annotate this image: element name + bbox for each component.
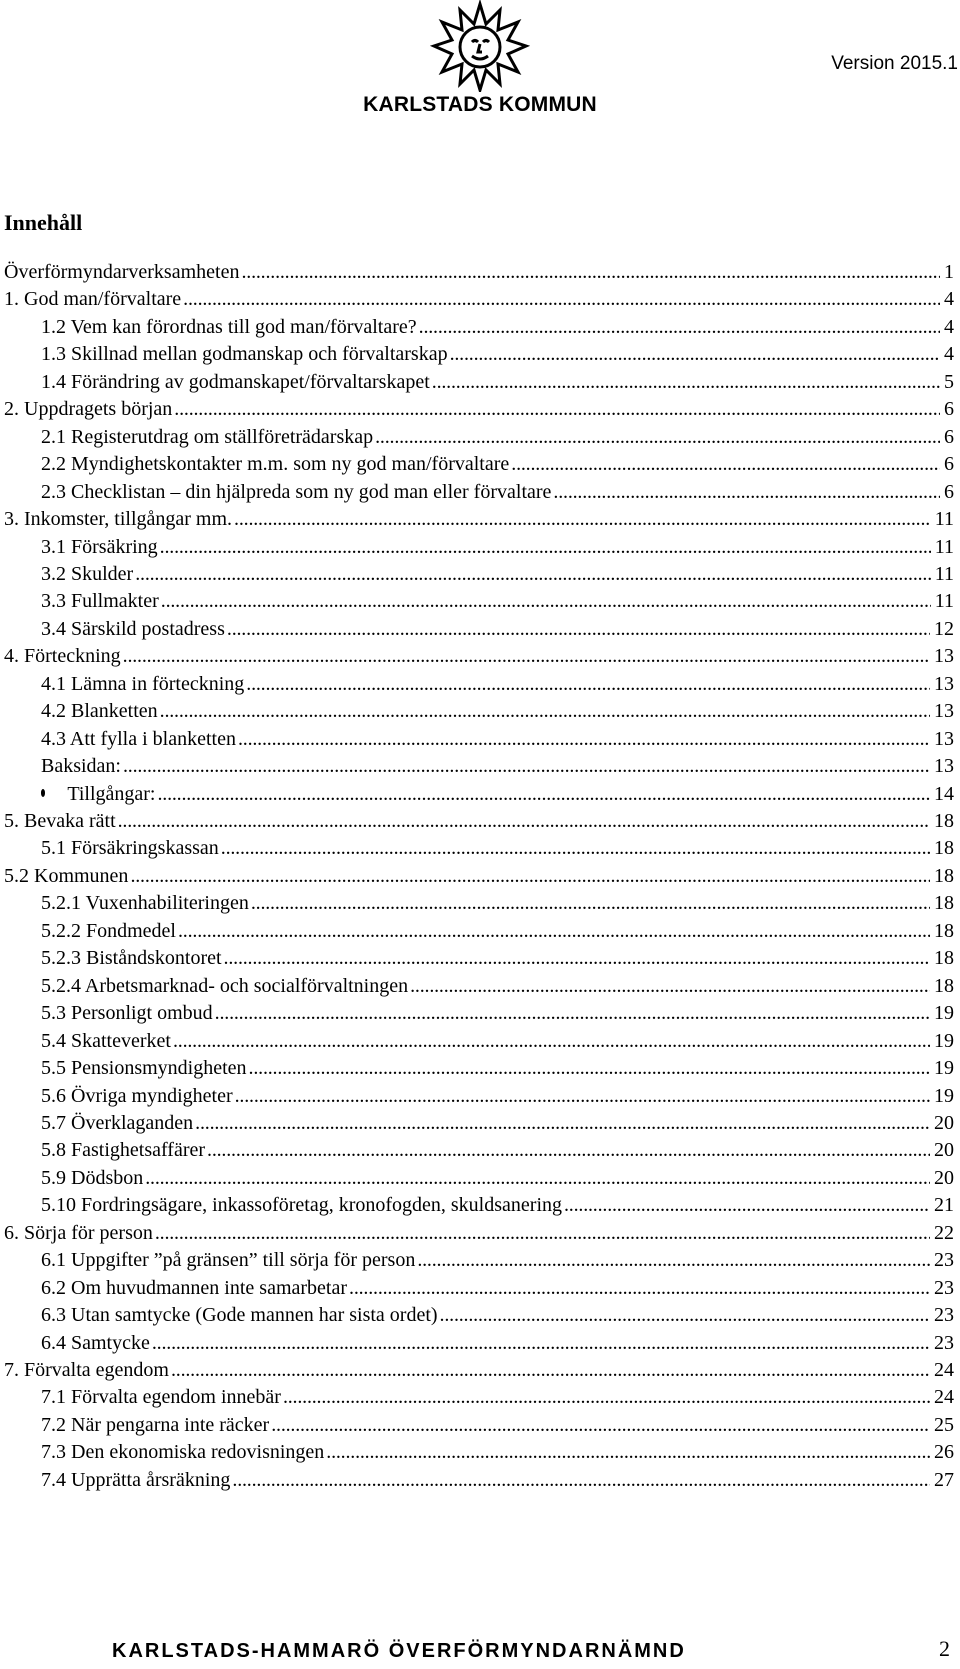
- toc-entry-label: 3.3 Fullmakter: [41, 590, 159, 613]
- toc-entry[interactable]: [0, 780, 960, 809]
- toc-entry-page: 21: [934, 1194, 954, 1217]
- toc-entry-page: 23: [934, 1304, 954, 1327]
- toc-entry-page: 23: [934, 1331, 954, 1354]
- toc-entry-page: 23: [934, 1276, 954, 1299]
- sun-logo-icon: [430, 0, 530, 92]
- toc-entry-label: 1.3 Skillnad mellan godmanskap och förvaltarskap: [41, 343, 448, 366]
- toc-entry-label: 5.2 Kommunen: [4, 864, 129, 887]
- toc-leader-dots: [205, 1136, 930, 1165]
- toc-entry-page: 4: [944, 315, 954, 338]
- toc-entry-page: 23: [934, 1249, 954, 1272]
- toc-leader-dots: [181, 285, 940, 314]
- toc-leader-dots: [219, 834, 930, 863]
- toc-entry-page: 12: [934, 617, 954, 640]
- toc-leader-dots: [155, 780, 930, 809]
- toc-entry[interactable]: [0, 752, 960, 781]
- toc-entry[interactable]: [0, 807, 960, 836]
- toc-entry[interactable]: [0, 450, 960, 479]
- footer-committee: KARLSTADS-HAMMARÖ ÖVERFÖRMYNDARNÄMND: [112, 1640, 686, 1662]
- toc-entry-label: 5.7 Överklaganden: [41, 1111, 194, 1134]
- toc-entry-label: 6. Sörja för person: [4, 1221, 153, 1244]
- toc-entry-page: 18: [934, 810, 954, 832]
- toc-leader-dots: [448, 340, 940, 369]
- toc-entry-label: 5.5 Pensionsmyndigheten: [41, 1057, 247, 1080]
- toc-entry[interactable]: [0, 1274, 960, 1303]
- toc-entry-page: 18: [934, 919, 954, 942]
- toc-entry[interactable]: [0, 478, 960, 507]
- toc-entry-label: 1. God man/förvaltare: [4, 288, 182, 311]
- toc-entry-page: 20: [934, 1166, 954, 1189]
- toc-leader-dots: [249, 889, 930, 918]
- toc-entry[interactable]: [0, 725, 960, 754]
- toc-entry[interactable]: [0, 917, 960, 946]
- toc-leader-dots: [430, 368, 940, 397]
- toc-entry[interactable]: [0, 972, 960, 1001]
- toc-leader-dots: [158, 697, 930, 726]
- toc-entry[interactable]: [0, 889, 960, 918]
- toc-entry-label: 4.2 Blanketten: [41, 700, 158, 723]
- toc-leader-dots: [128, 862, 930, 891]
- toc-leader-dots: [193, 1109, 930, 1138]
- toc-leader-dots: [232, 505, 931, 534]
- toc-entry[interactable]: [0, 1219, 960, 1248]
- toc-entry[interactable]: [0, 395, 960, 424]
- toc-entry-label: 3.4 Särskild postadress: [41, 617, 225, 640]
- toc-leader-dots: [236, 725, 930, 754]
- toc-entry[interactable]: [0, 615, 960, 644]
- toc-entry-label: 2. Uppdragets början: [4, 398, 173, 421]
- toc-entry[interactable]: [0, 1246, 960, 1275]
- toc-entry-label: 3.2 Skulder: [41, 562, 134, 585]
- toc-entry-page: 13: [934, 727, 954, 750]
- toc-entry-label: 6.3 Utan samtycke (Gode mannen har sista ordet): [41, 1304, 438, 1327]
- toc-entry-page: 25: [934, 1413, 954, 1436]
- toc-entry-label: 7.4 Upprätta årsräkning: [41, 1468, 231, 1491]
- toc-leader-dots: [269, 1411, 930, 1440]
- toc-entry[interactable]: [0, 587, 960, 616]
- toc-entry-page: 13: [934, 700, 954, 723]
- toc-entry-page: 14: [934, 782, 954, 805]
- toc-entry-page: 24: [934, 1359, 954, 1381]
- toc-entry[interactable]: [0, 313, 960, 342]
- toc-entry-label: 1.2 Vem kan förordnas till god man/förvaltare?: [41, 315, 417, 338]
- toc-entry-label: 5.2.2 Fondmedel: [41, 919, 176, 942]
- toc-leader-dots: [415, 1246, 930, 1275]
- toc-leader-dots: [373, 423, 940, 452]
- toc-entry[interactable]: [0, 258, 960, 287]
- toc-entry-label: Överförmyndarverksamheten: [4, 261, 240, 283]
- toc-leader-dots: [213, 999, 930, 1028]
- toc-entry[interactable]: [0, 1383, 960, 1412]
- toc-entry-page: 20: [934, 1111, 954, 1134]
- toc-leader-dots: [116, 807, 930, 836]
- toc-entry-page: 24: [934, 1386, 954, 1409]
- toc-entry-label: 2.1 Registerutdrag om ställföreträdarskap: [41, 425, 374, 448]
- toc-entry-label: 3.1 Försäkring: [41, 535, 158, 558]
- toc-leader-dots: [233, 1082, 930, 1111]
- toc-leader-dots: [417, 313, 940, 342]
- toc-leader-dots: [281, 1383, 930, 1412]
- toc-entry[interactable]: [0, 1164, 960, 1193]
- karlstads-kommun-logo: [350, 0, 610, 122]
- toc-entry-page: 5: [944, 370, 954, 393]
- toc-leader-dots: [121, 752, 930, 781]
- toc-leader-dots: [121, 642, 930, 671]
- toc-entry-label: 2.3 Checklistan – din hjälpreda som ny god man eller förvaltare: [41, 480, 552, 503]
- toc-leader-dots: [150, 1329, 930, 1358]
- toc-entry-label: 3. Inkomster, tillgångar mm.: [4, 508, 233, 531]
- toc-entry-page: 4: [944, 288, 954, 311]
- toc-entry-label: 5.4 Skatteverket: [41, 1029, 171, 1052]
- toc-entry-page: 20: [934, 1139, 954, 1162]
- toc-leader-dots: [176, 917, 930, 946]
- toc-entry-label: 6.4 Samtycke: [41, 1331, 150, 1354]
- toc-entry[interactable]: [0, 1191, 960, 1220]
- toc-entry-page: 13: [934, 645, 954, 668]
- toc-entry-page: 6: [944, 425, 954, 448]
- toc-leader-dots: [143, 1164, 930, 1193]
- toc-entry[interactable]: [0, 1136, 960, 1165]
- toc-entry-label: 5.2.1 Vuxenhabiliteringen: [41, 892, 249, 915]
- toc-entry-label: 2.2 Myndighetskontakter m.m. som ny god man/förvaltare: [41, 453, 510, 476]
- toc-entry-page: 18: [934, 864, 954, 887]
- toc-leader-dots: [171, 1027, 930, 1056]
- toc-entry[interactable]: [0, 642, 960, 671]
- toc-entry[interactable]: [0, 1466, 960, 1495]
- toc-entry[interactable]: [0, 1054, 960, 1083]
- toc-leader-dots: [509, 450, 940, 479]
- toc-entry-label: 7.2 När pengarna inte räcker: [41, 1413, 270, 1436]
- toc-entry-label: 5.2.4 Arbetsmarknad- och socialförvaltningen: [41, 974, 409, 997]
- toc-entry[interactable]: [0, 423, 960, 452]
- toc-leader-dots: [222, 944, 930, 973]
- toc-leader-dots: [225, 615, 930, 644]
- toc-entry-page: 13: [934, 672, 954, 695]
- toc-entry-page: 6: [944, 453, 954, 476]
- toc-entry[interactable]: [0, 834, 960, 863]
- toc-entry-page: 19: [934, 1029, 954, 1052]
- toc-entry-label: 5.2.3 Biståndskontoret: [41, 947, 222, 970]
- toc-entry[interactable]: [0, 1027, 960, 1056]
- toc-entry-page: 19: [934, 1084, 954, 1107]
- toc-leader-dots: [244, 670, 930, 699]
- toc-entry-label: Baksidan:: [41, 755, 121, 778]
- toc-entry-label: 4. Förteckning: [4, 645, 121, 668]
- toc-entry[interactable]: [0, 944, 960, 973]
- toc-entry[interactable]: [0, 1329, 960, 1358]
- toc-entry-label: 5. Bevaka rätt: [4, 810, 116, 832]
- toc-entry-label: 4.1 Lämna in förteckning: [41, 672, 245, 695]
- toc-entry[interactable]: [0, 1082, 960, 1111]
- toc-entry-page: 11: [934, 535, 954, 558]
- toc-entry-page: 11: [934, 590, 954, 613]
- toc-entry[interactable]: [0, 697, 960, 726]
- toc-entry-label: 5.10 Fordringsägare, inkassoföretag, kronofogden, skuldsanering: [41, 1194, 562, 1217]
- toc-entry[interactable]: [0, 1411, 960, 1440]
- toc-entry-page: 22: [934, 1221, 954, 1244]
- toc-entry-page: 26: [934, 1441, 954, 1464]
- toc-leader-dots: [562, 1191, 930, 1220]
- toc-entry-page: 6: [944, 480, 954, 503]
- toc-entry-page: 11: [934, 508, 954, 531]
- toc-entry-label: 5.1 Försäkringskassan: [41, 837, 219, 860]
- version-label: Version 2015.1: [831, 53, 958, 74]
- toc-entry-page: 27: [934, 1468, 954, 1491]
- toc-leader-dots: [159, 587, 931, 616]
- toc-leader-dots: [133, 560, 931, 589]
- toc-entry-label: 5.6 Övriga myndigheter: [41, 1084, 233, 1107]
- toc-entry-label: 6.2 Om huvudmannen inte samarbetar: [41, 1276, 348, 1299]
- bullet-icon: [41, 789, 45, 797]
- toc-leader-dots: [347, 1274, 930, 1303]
- toc-entry-label: 4.3 Att fylla i blanketten: [41, 727, 236, 750]
- toc-leader-dots: [172, 395, 940, 424]
- toc-entry[interactable]: [0, 1438, 960, 1467]
- toc-entry-page: 13: [934, 755, 954, 778]
- toc-entry[interactable]: [0, 285, 960, 314]
- toc-entry-label: 7.3 Den ekonomiska redovisningen: [41, 1441, 325, 1464]
- toc-entry-label: 6.1 Uppgifter ”på gränsen” till sörja för person: [41, 1249, 416, 1272]
- toc-entry[interactable]: [0, 368, 960, 397]
- toc-leader-dots: [230, 1466, 930, 1495]
- toc-entry-page: 11: [934, 562, 954, 585]
- toc-entry-page: 18: [934, 947, 954, 970]
- toc-leader-dots: [408, 972, 930, 1001]
- toc-entry-label: 7.1 Förvalta egendom innebär: [41, 1386, 281, 1409]
- toc-leader-dots: [169, 1356, 930, 1385]
- toc-entry[interactable]: [0, 1356, 960, 1385]
- toc-entry-page: 19: [934, 1057, 954, 1080]
- toc-heading: Innehåll: [4, 210, 83, 235]
- toc-leader-dots: [158, 533, 931, 562]
- footer-page-number: 2: [939, 1636, 950, 1661]
- toc-entry-page: 1: [944, 261, 954, 283]
- toc-entry[interactable]: [0, 560, 960, 589]
- toc-entry-page: 19: [934, 1002, 954, 1025]
- toc-leader-dots: [438, 1301, 930, 1330]
- toc-entry-page: 4: [944, 343, 954, 366]
- toc-entry-page: 18: [934, 974, 954, 997]
- org-name: KARLSTADS KOMMUN: [363, 93, 597, 116]
- toc-entry-label: 1.4 Förändring av godmanskapet/förvaltarskapet: [41, 370, 430, 393]
- toc-leader-dots: [324, 1438, 930, 1467]
- toc-entry-page: 18: [934, 892, 954, 915]
- toc-entry-page: 18: [934, 837, 954, 860]
- toc-leader-dots: [153, 1219, 930, 1248]
- toc-entry[interactable]: [0, 862, 960, 891]
- toc-entry[interactable]: [0, 340, 960, 369]
- toc-entry-label: 5.3 Personligt ombud: [41, 1002, 213, 1025]
- toc-leader-dots: [239, 258, 940, 287]
- toc-entry[interactable]: [0, 1301, 960, 1330]
- toc-entry-label: 5.9 Dödsbon: [41, 1166, 144, 1189]
- toc-entry[interactable]: [0, 533, 960, 562]
- toc-entry[interactable]: [0, 670, 960, 699]
- toc-leader-dots: [551, 478, 940, 507]
- toc-entry[interactable]: [0, 1109, 960, 1138]
- toc-entry-label: Tillgångar:: [67, 782, 156, 805]
- toc-leader-dots: [247, 1054, 930, 1083]
- toc-entry-page: 6: [944, 398, 954, 421]
- toc-entry-label: 7. Förvalta egendom: [4, 1359, 169, 1381]
- toc-entry-label: 5.8 Fastighetsaffärer: [41, 1139, 206, 1162]
- toc-entry[interactable]: [0, 505, 960, 534]
- toc-entry[interactable]: [0, 999, 960, 1028]
